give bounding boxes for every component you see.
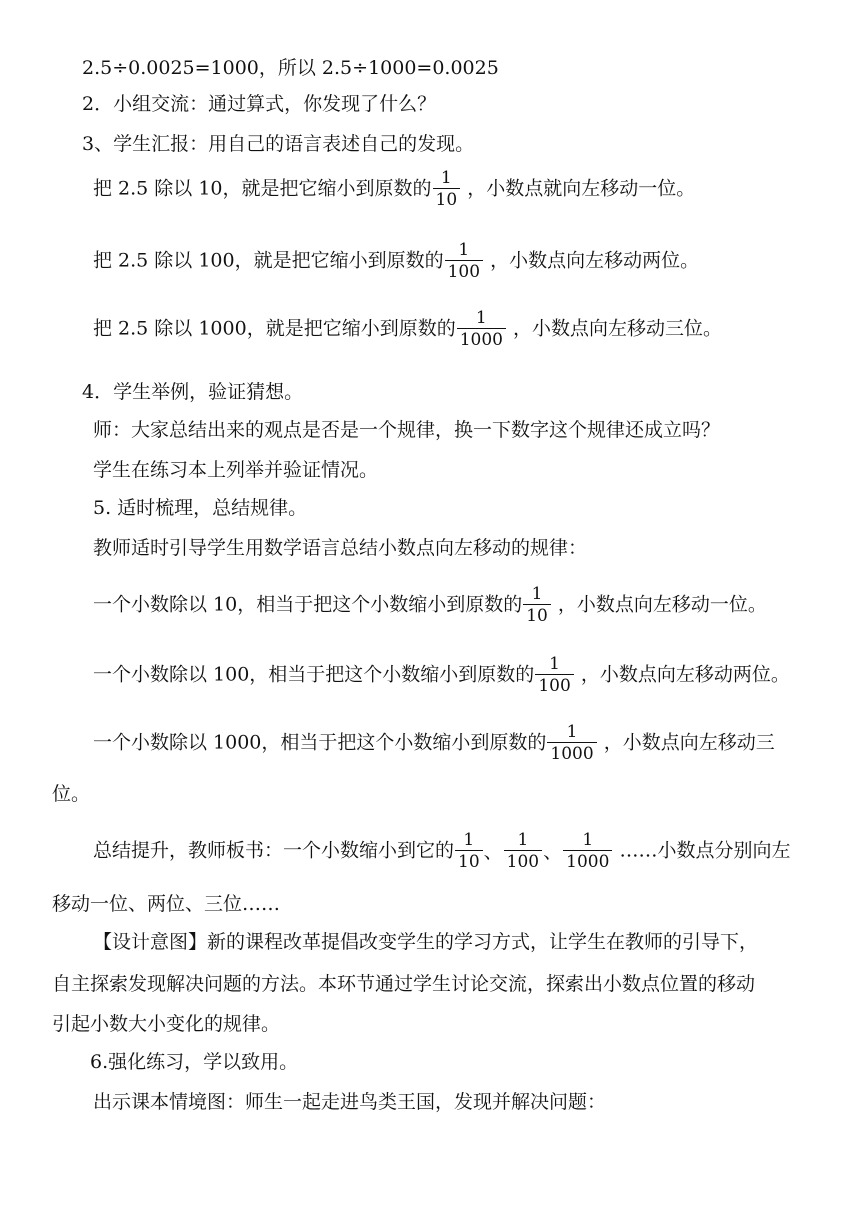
fraction-denominator: 100 xyxy=(535,674,573,697)
design-intent-line-2: 自主探索发现解决问题的方法。本环节通过学生讨论交流，探索出小数点位置的移动 xyxy=(52,973,756,995)
student-activity: 学生在练习本上列举并验证情况。 xyxy=(93,459,379,481)
divide-by-100-statement xyxy=(93,240,699,283)
step-2-heading: 2．小组交流：通过算式，你发现了什么？ xyxy=(82,93,437,115)
fraction-numerator: 1 xyxy=(549,654,560,674)
fraction-denominator: 10 xyxy=(523,604,551,627)
list-separator: 、 xyxy=(543,840,563,863)
teacher-guidance: 教师适时引导学生用数学语言总结小数点向左移动的规律： xyxy=(93,537,588,559)
fraction-one-hundredth xyxy=(504,830,542,873)
summary-text: ……小数点分别向左 xyxy=(619,839,791,862)
fraction-one-hundredth xyxy=(445,240,483,283)
design-intent-line-3: 引起小数大小变化的规律。 xyxy=(52,1013,281,1035)
summary-continuation: 移动一位、两位、三位…… xyxy=(52,893,281,915)
rule-text: 一个小数除以 10，相当于把这个小数缩小到原数的 xyxy=(93,593,523,616)
fraction-denominator: 1000 xyxy=(563,850,612,873)
fraction-denominator: 10 xyxy=(433,188,461,211)
fraction-denominator: 1000 xyxy=(547,742,596,765)
fraction-denominator: 10 xyxy=(455,850,483,873)
rule-divide-by-1000 xyxy=(93,722,775,765)
statement-text: 把 2.5 除以 1000，就是把它缩小到原数的 xyxy=(93,317,456,340)
design-intent-line-1: 【设计意图】新的课程改革提倡改变学生的学习方式，让学生在教师的引导下， xyxy=(93,931,759,953)
statement-text: ，小数点向左移动三位。 xyxy=(513,317,723,340)
fraction-numerator: 1 xyxy=(463,830,475,850)
rule-text: ，小数点向左移动两位。 xyxy=(580,663,790,686)
fraction-one-tenth xyxy=(523,584,551,627)
step-6-heading: 6.强化练习，学以致用。 xyxy=(90,1051,299,1073)
rule-divide-by-100 xyxy=(93,654,790,697)
statement-text: 把 2.5 除以 10，就是把它缩小到原数的 xyxy=(93,177,432,200)
fraction-numerator: 1 xyxy=(517,830,529,850)
statement-text: 把 2.5 除以 100，就是把它缩小到原数的 xyxy=(93,249,444,272)
equation-line: 2.5÷0.0025=1000，所以 2.5÷1000=0.0025 xyxy=(82,57,499,79)
fraction-numerator: 1 xyxy=(440,168,452,188)
fraction-one-thousandth xyxy=(457,308,506,351)
fraction-one-thousandth xyxy=(547,722,596,765)
teacher-question: 师：大家总结出来的观点是否是一个规律，换一下数字这个规律还成立吗？ xyxy=(93,419,721,441)
fraction-numerator: 1 xyxy=(475,308,487,328)
summary-blackboard xyxy=(93,830,790,873)
fraction-one-hundredth xyxy=(535,654,573,697)
rule-text: 一个小数除以 1000，相当于把这个小数缩小到原数的 xyxy=(93,731,547,754)
fraction-denominator: 100 xyxy=(504,850,542,873)
list-separator: 、 xyxy=(483,840,503,863)
fraction-one-tenth xyxy=(455,830,483,873)
rule-text: ，小数点向左移动一位。 xyxy=(557,593,767,616)
step-3-heading: 3、学生汇报：用自己的语言表述自己的发现。 xyxy=(82,133,475,155)
step-5-heading: 5. 适时梳理，总结规律。 xyxy=(93,497,308,519)
rule-divide-by-10 xyxy=(93,584,767,627)
statement-text: ，小数点就向左移动一位。 xyxy=(467,177,696,200)
fraction-numerator: 1 xyxy=(566,722,578,742)
textbook-scene-prompt: 出示课本情境图：师生一起走进鸟类王国，发现并解决问题： xyxy=(93,1091,607,1113)
fraction-numerator: 1 xyxy=(582,830,594,850)
fraction-one-tenth xyxy=(433,168,461,211)
summary-text: 总结提升，教师板书：一个小数缩小到它的 xyxy=(93,839,455,862)
statement-text: ，小数点向左移动两位。 xyxy=(490,249,700,272)
rule-continuation: 位。 xyxy=(52,783,91,805)
rule-text: 一个小数除以 100，相当于把这个小数缩小到原数的 xyxy=(93,663,535,686)
fraction-denominator: 100 xyxy=(445,260,483,283)
fraction-numerator: 1 xyxy=(531,584,543,604)
step-4-heading: 4．学生举例，验证猜想。 xyxy=(82,381,304,403)
fraction-one-thousandth xyxy=(563,830,612,873)
fraction-numerator: 1 xyxy=(458,240,470,260)
rule-text: ，小数点向左移动三 xyxy=(603,731,775,754)
fraction-denominator: 1000 xyxy=(457,328,506,351)
divide-by-1000-statement xyxy=(93,308,722,351)
divide-by-10-statement xyxy=(93,168,695,211)
